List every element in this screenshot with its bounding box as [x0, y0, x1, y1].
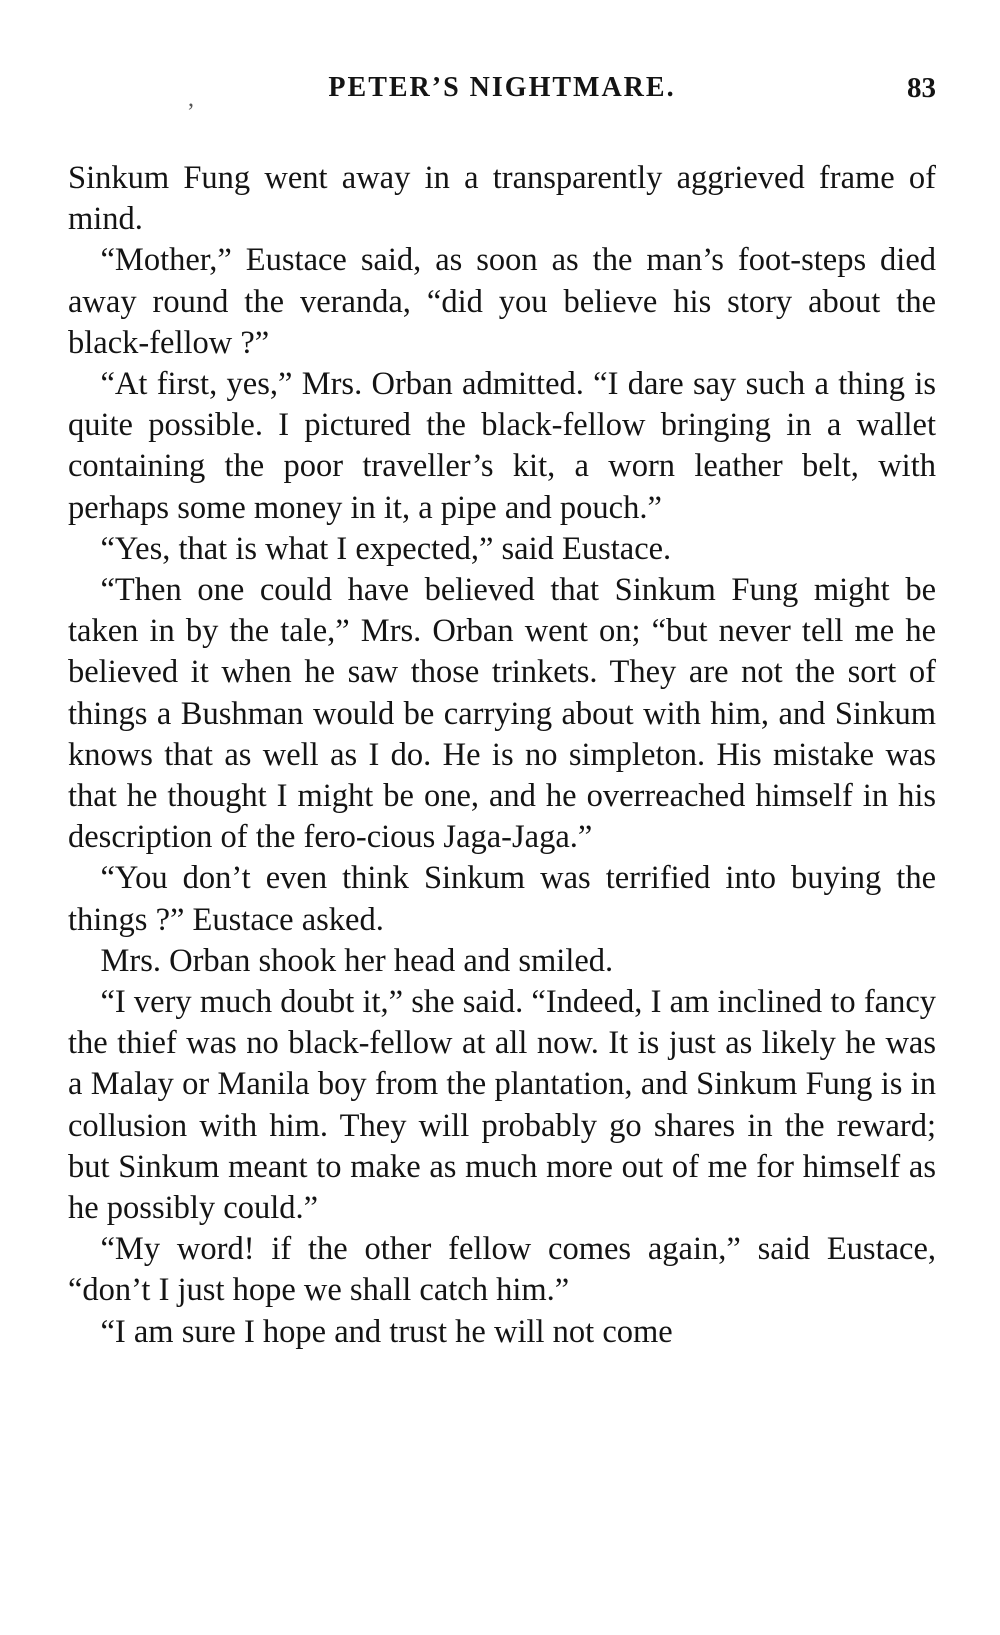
paragraph-3: “At first, yes,” Mrs. Orban admitted. “I dare say such a thing is quite possible. I pictured the black-fellow bringing in a wallet containing the poor traveller’s kit, a worn leather belt, with perhaps some money in it, a pipe and pouch.” — [68, 366, 936, 526]
paragraph-5: “Then one could have believed that Sinkum Fung might be taken in by the tale,” Mrs. Orban went on; “but never tell me he believed it when he saw those trinkets. They are not the sort of things a Bushman would be carrying about with him, and Sinkum knows that as well as I do. He is no simpleton. His mistake was that he thought I might be one, and he overreached himself in his description of the fero-cious Jaga-Jaga.” — [68, 572, 936, 856]
paragraph-10: “I am sure I hope and trust he will not come — [100, 1313, 673, 1350]
stray-mark: , — [188, 86, 194, 112]
paragraph-9: “My word! if the other fellow comes again,” said Eustace, “don’t I just hope we shall catch him.” — [68, 1231, 936, 1309]
book-page — [68, 72, 936, 1612]
paragraph-2: “Mother,” Eustace said, as soon as the man’s foot-steps died away round the veranda, “did you believe his story about the black-fellow ?” — [68, 242, 936, 361]
paragraph-1: Sinkum Fung went away in a transparently aggrieved frame of mind. — [68, 160, 936, 238]
paragraph-4: “Yes, that is what I expected,” said Eustace. — [100, 530, 672, 567]
running-title: PETER’S NIGHTMARE. — [328, 72, 676, 103]
page-number: 83 — [907, 72, 936, 104]
paragraph-8: “I very much doubt it,” she said. “Indeed, I am inclined to fancy the thief was no black-fellow at all now. It is just as likely he was a Malay or Manila boy from the plantation, and Sinkum Fung is in collusion with him. They will probably go shares in the reward; but Sinkum meant to make as much more out of me for himself as he possibly could.” — [68, 984, 936, 1227]
paragraph-7: Mrs. Orban shook her head and smiled. — [100, 942, 614, 979]
running-header — [68, 72, 936, 124]
body-text — [68, 158, 936, 1353]
paragraph-6: “You don’t even think Sinkum was terrified into buying the things ?” Eustace asked. — [68, 860, 936, 938]
